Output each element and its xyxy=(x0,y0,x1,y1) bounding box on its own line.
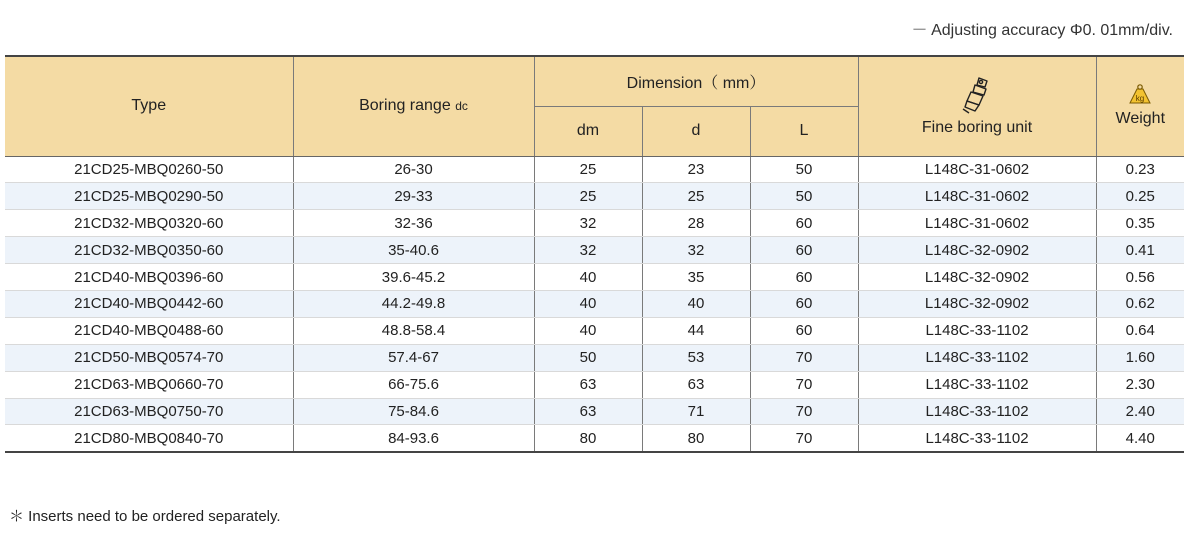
cell-type: 21CD40-MBQ0396-60 xyxy=(5,264,293,291)
cell-d: 23 xyxy=(642,156,750,183)
header-fine-boring-unit xyxy=(858,56,1096,156)
cell-boring-range: 44.2-49.8 xyxy=(293,290,534,317)
cell-type: 21CD63-MBQ0750-70 xyxy=(5,398,293,425)
cell-weight: 2.30 xyxy=(1096,371,1184,398)
cell-boring-range: 26-30 xyxy=(293,156,534,183)
cell-boring-range: 29-33 xyxy=(293,183,534,210)
cell-type: 21CD32-MBQ0350-60 xyxy=(5,237,293,264)
table-row xyxy=(5,398,1184,425)
table-row xyxy=(5,237,1184,264)
table-row xyxy=(5,210,1184,237)
cell-weight: 0.64 xyxy=(1096,317,1184,344)
cell-L: 70 xyxy=(750,344,858,371)
table-row xyxy=(5,264,1184,291)
weight-kg-icon-text: kg xyxy=(1136,94,1145,104)
cell-L: 60 xyxy=(750,317,858,344)
cell-d: 53 xyxy=(642,344,750,371)
header-dimension-group: Dimension（ mm） xyxy=(534,56,858,106)
table-row xyxy=(5,344,1184,371)
cell-weight: 0.23 xyxy=(1096,156,1184,183)
header-dm: dm xyxy=(534,106,642,156)
cell-d: 25 xyxy=(642,183,750,210)
cell-dm: 32 xyxy=(534,237,642,264)
cell-dm: 63 xyxy=(534,371,642,398)
cell-fine-boring-unit: L148C-31-0602 xyxy=(858,183,1096,210)
cell-L: 60 xyxy=(750,210,858,237)
cell-d: 32 xyxy=(642,237,750,264)
spec-table-body xyxy=(5,156,1184,452)
table-row xyxy=(5,156,1184,183)
cell-d: 28 xyxy=(642,210,750,237)
cell-boring-range: 48.8-58.4 xyxy=(293,317,534,344)
cell-fine-boring-unit: L148C-31-0602 xyxy=(858,156,1096,183)
cell-boring-range: 32-36 xyxy=(293,210,534,237)
cell-weight: 0.56 xyxy=(1096,264,1184,291)
cell-weight: 1.60 xyxy=(1096,344,1184,371)
cell-L: 60 xyxy=(750,290,858,317)
footnote: ＊ Inserts need to be ordered separately. xyxy=(9,508,281,525)
table-row xyxy=(5,183,1184,210)
cell-type: 21CD50-MBQ0574-70 xyxy=(5,344,293,371)
cell-weight: 0.25 xyxy=(1096,183,1184,210)
cell-d: 80 xyxy=(642,425,750,452)
accuracy-note: － Adjusting accuracy Φ0. 01mm/div. xyxy=(911,22,1173,39)
cell-type: 21CD80-MBQ0840-70 xyxy=(5,425,293,452)
cell-weight: 0.62 xyxy=(1096,290,1184,317)
cell-fine-boring-unit: L148C-32-0902 xyxy=(858,290,1096,317)
table-row xyxy=(5,317,1184,344)
cell-fine-boring-unit: L148C-33-1102 xyxy=(858,371,1096,398)
cell-fine-boring-unit: L148C-32-0902 xyxy=(858,264,1096,291)
cell-L: 70 xyxy=(750,371,858,398)
cell-fine-boring-unit: L148C-33-1102 xyxy=(858,317,1096,344)
table-row xyxy=(5,290,1184,317)
cell-weight: 0.35 xyxy=(1096,210,1184,237)
cell-weight: 2.40 xyxy=(1096,398,1184,425)
weight-kg-icon xyxy=(1128,84,1152,104)
cell-boring-range: 35-40.6 xyxy=(293,237,534,264)
cell-dm: 25 xyxy=(534,156,642,183)
boring-unit-icon xyxy=(957,75,997,115)
cell-type: 21CD32-MBQ0320-60 xyxy=(5,210,293,237)
cell-dm: 32 xyxy=(534,210,642,237)
cell-boring-range: 75-84.6 xyxy=(293,398,534,425)
cell-d: 40 xyxy=(642,290,750,317)
header-weight xyxy=(1096,56,1184,156)
cell-type: 21CD25-MBQ0260-50 xyxy=(5,156,293,183)
cell-fine-boring-unit: L148C-32-0902 xyxy=(858,237,1096,264)
cell-boring-range: 57.4-67 xyxy=(293,344,534,371)
cell-weight: 4.40 xyxy=(1096,425,1184,452)
table-row xyxy=(5,371,1184,398)
cell-L: 60 xyxy=(750,237,858,264)
header-boring-range xyxy=(293,56,534,156)
cell-L: 50 xyxy=(750,183,858,210)
cell-type: 21CD25-MBQ0290-50 xyxy=(5,183,293,210)
cell-fine-boring-unit: L148C-33-1102 xyxy=(858,398,1096,425)
header-L: L xyxy=(750,106,858,156)
header-type: Type xyxy=(5,56,293,156)
cell-type: 21CD40-MBQ0442-60 xyxy=(5,290,293,317)
cell-dm: 40 xyxy=(534,290,642,317)
cell-type: 21CD63-MBQ0660-70 xyxy=(5,371,293,398)
header-boring-range-label: Boring range xyxy=(359,97,451,115)
spec-table xyxy=(5,55,1184,453)
cell-weight: 0.41 xyxy=(1096,237,1184,264)
cell-L: 60 xyxy=(750,264,858,291)
cell-d: 44 xyxy=(642,317,750,344)
cell-type: 21CD40-MBQ0488-60 xyxy=(5,317,293,344)
cell-fine-boring-unit: L148C-33-1102 xyxy=(858,344,1096,371)
header-boring-range-sub: dc xyxy=(455,99,468,114)
cell-dm: 40 xyxy=(534,264,642,291)
cell-dm: 50 xyxy=(534,344,642,371)
header-weight-label: Weight xyxy=(1115,110,1166,128)
cell-L: 50 xyxy=(750,156,858,183)
cell-L: 70 xyxy=(750,425,858,452)
cell-d: 35 xyxy=(642,264,750,291)
cell-boring-range: 66-75.6 xyxy=(293,371,534,398)
cell-boring-range: 84-93.6 xyxy=(293,425,534,452)
cell-dm: 40 xyxy=(534,317,642,344)
cell-dm: 80 xyxy=(534,425,642,452)
cell-d: 63 xyxy=(642,371,750,398)
cell-fine-boring-unit: L148C-31-0602 xyxy=(858,210,1096,237)
header-fine-boring-unit-label: Fine boring unit xyxy=(921,119,1033,137)
cell-dm: 63 xyxy=(534,398,642,425)
cell-dm: 25 xyxy=(534,183,642,210)
table-row xyxy=(5,425,1184,452)
cell-boring-range: 39.6-45.2 xyxy=(293,264,534,291)
cell-fine-boring-unit: L148C-33-1102 xyxy=(858,425,1096,452)
cell-d: 71 xyxy=(642,398,750,425)
header-d: d xyxy=(642,106,750,156)
cell-L: 70 xyxy=(750,398,858,425)
